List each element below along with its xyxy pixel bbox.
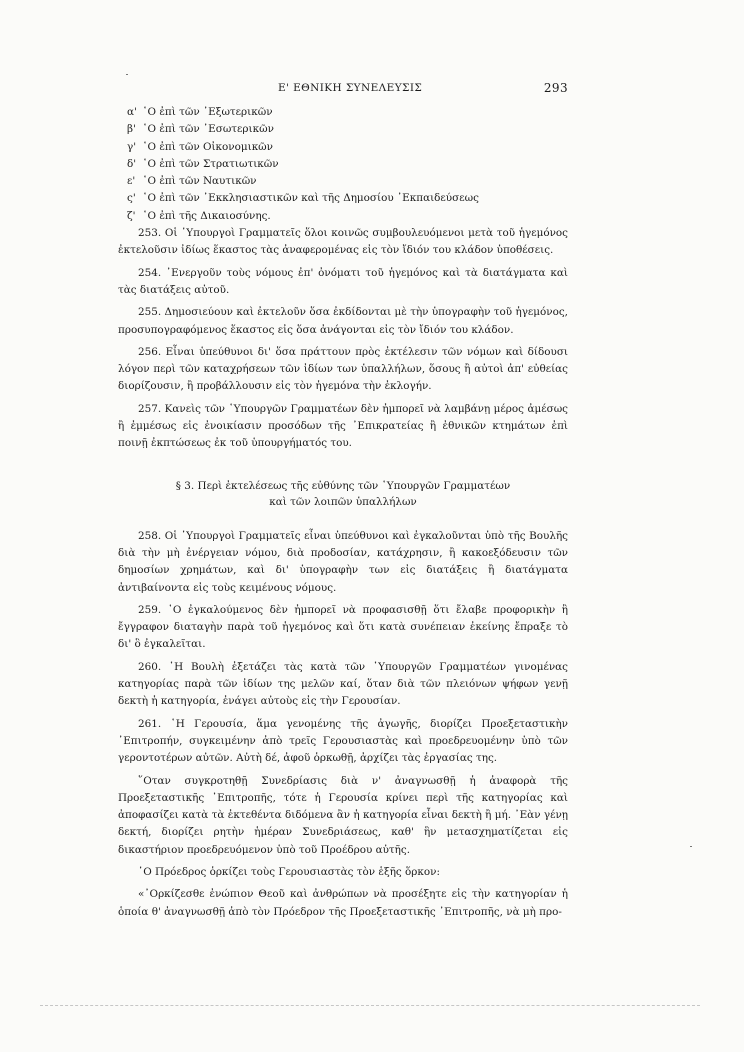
list-text: ῾Ο ἐπὶ τῶν Στρατιωτικῶν <box>142 157 279 170</box>
list-item <box>118 139 568 156</box>
list-item <box>118 208 568 225</box>
paragraph-oath-intro: ῾Ο Πρόεδρος ὁρκίζει τοὺς Γερουσιαστὰς τὸν ἑξῆς ὅρκον: <box>138 865 440 878</box>
paragraph-session: ῞Οταν συγκροτηθῇ Συνεδρίασις διὰ ν' ἀναγνωσθῇ ἡ ἀναφορὰ τῆς Προεξεταστικῆς ᾿Επιτροπῆς, τότε ἡ Γερουσία κρίνει περὶ τῆς κατηγορίας καὶ ἀποφασίζει κατὰ τὰ ἐκτεθέντα διδόμενα ἂν ἡ κατηγορία εἶναι δεκτὴ ἢ μή. ᾿Εὰν γένῃ δεκτή, διορίζει ρητὴν ἡμέραν Συνεδριάσεως, καθ' ἣν μετασχηματίζεται εἰς δικαστήριον προεδρευόμενον ὑπὸ τοῦ Προέδρου αὐτῆς. <box>118 774 568 856</box>
article-257: 257. Κανεὶς τῶν ῾Υπουργῶν Γραμματέων δὲν ἠμπορεῖ νὰ λαμβάνῃ μέρος ἀμέσως ἢ ἐμμέσως εἰς ἐνοικίασιν προσόδων τῆς ᾿Επικρατείας ἢ ἐθνικῶν κτημάτων ἐπὶ ποινῇ ἐκπτώσεως ἐκ τοῦ ὑπουργήματός του. <box>118 402 568 450</box>
scan-speck <box>690 846 692 847</box>
list-item <box>118 190 568 207</box>
list-marker: ε' <box>127 175 136 188</box>
scan-speck <box>126 74 128 75</box>
section-heading-line-2: καὶ τῶν λοιπῶν ὑπαλλήλων <box>269 495 417 508</box>
list-text: ῾Ο ἐπὶ τῆς Δικαιοσύνης. <box>142 209 271 222</box>
list-item <box>118 156 568 173</box>
section-heading-line-1: § 3. Περὶ ἐκτελέσεως τῆς εὐθύνης τῶν ῾Υπουργῶν Γραμματέων <box>175 479 511 492</box>
list-text: ῾Ο ἐπὶ τῶν ᾿Εξωτερικῶν <box>142 106 273 118</box>
list-text: ῾Ο ἐπὶ τῶν Ναυτικῶν <box>142 175 257 188</box>
paragraph-oath-text: «᾿Ορκίζεσθε ἐνώπιον Θεοῦ καὶ ἀνθρώπων νὰ προσέξητε εἰς τὴν κατηγορίαν ἡ ὁποία θ' ἀναγνωσθῇ ἀπὸ τὸν Πρόεδρον τῆς Προεξεταστικῆς ᾿Επιτροπῆς, νὰ μὴ προ- <box>118 888 568 918</box>
article-255: 255. Δημοσιεύουν καὶ ἐκτελοῦν ὅσα ἐκδίδονται μὲ τὴν ὑπογραφὴν τοῦ ἡγεμόνος, προσυπογραφόμενος ἕκαστος εἰς ὅσα ἀνάγονται εἰς τὸν ἴδιόν του κλάδον. <box>118 306 568 336</box>
list-marker: α' <box>127 106 137 118</box>
list-marker: δ' <box>127 157 137 170</box>
section-heading <box>118 478 568 510</box>
list-text: ῾Ο ἐπὶ τῶν Οἰκονομικῶν <box>142 140 273 153</box>
article-260: 260. ῾Η Βουλὴ ἐξετάζει τὰς κατὰ τῶν ῾Υπουργῶν Γραμματέων γινομένας κατηγορίας παρὰ τῶν ἰδίων της μελῶν καί, ὅταν διὰ τῶν πλειόνων ψήφων γενῇ δεκτὴ ἡ κατηγορία, ἐνάγει αὐτοὺς εἰς τὴν Γερουσίαν. <box>118 660 568 708</box>
article-258: 258. Οἱ ῾Υπουργοὶ Γραμματεῖς εἶναι ὑπεύθυνοι καὶ ἐγκαλοῦνται ὑπὸ τῆς Βουλῆς διὰ τὴν μὴ ἐνέργειαν νόμου, διὰ προδοσίαν, κατάχρησιν, ἢ κακοεξόδευσιν τῶν δημοσίων χρημάτων, καὶ δι' ὑπογραφὴν των εἰς διατάξεις ἢ διατάγματα ἀντιβαίνοντα εἰς τοὺς κειμένους νόμους. <box>118 529 568 594</box>
list-marker: ζ' <box>127 209 136 222</box>
list-item <box>118 173 568 190</box>
list-item <box>118 104 568 121</box>
article-261: 261. ῾Η Γερουσία, ἅμα γενομένης τῆς ἀγωγῆς, διορίζει Προεξεταστικὴν ᾿Επιτροπήν, συγκειμένην ἀπὸ τρεῖς Γερουσιαστὰς καὶ προεδρευομένην ὑπὸ τῶν γεροντοτέρων αὐτῶν. Αὐτὴ δέ, ἀφοῦ ὁρκωθῇ, ἀρχίζει τὰς ἐργασίας της. <box>118 717 568 765</box>
article-254: 254. ᾿Ενεργοῦν τοὺς νόμους ἐπ' ὀνόματι τοῦ ἡγεμόνος καὶ τὰ διατάγματα καὶ τὰς διατάξεις αὐτοῦ. <box>118 266 568 296</box>
list-marker: γ' <box>127 140 137 153</box>
list-text: ῾Ο ἐπὶ τῶν ᾿Εκκλησιαστικῶν καὶ τῆς Δημοσίου ᾿Εκπαιδεύσεως <box>142 192 479 205</box>
list-marker: β' <box>127 123 136 136</box>
article-253: 253. Οἱ ῾Υπουργοὶ Γραμματεῖς ὅλοι κοινῶς συμβουλευόμενοι μετὰ τοῦ ἡγεμόνος ἐκτελοῦσιν ἰδίως ἕκαστος τὰς ἀναφερομένας εἰς τὸν ἴδιόν του κλάδον ὑποθέσεις. <box>118 227 568 257</box>
list-item <box>118 121 568 138</box>
article-256: 256. Εἶναι ὑπεύθυνοι δι' ὅσα πράττουν πρὸς ἐκτέλεσιν τῶν νόμων καὶ δίδουσι λόγον περὶ τῶν καταχρήσεων τῶν ἰδίων των ὑπαλλήλων, ὅσους ἢ αὐτοὶ ἀπ' εὐθείας διορίζουσιν, ἢ προβάλλουσιν εἰς τὸν ἡγεμόνα τὴν ἐκλογήν. <box>118 345 568 393</box>
body-text <box>118 104 568 921</box>
page-number: 293 <box>543 81 568 95</box>
list-text: ῾Ο ἐπὶ τῶν ᾿Εσωτερικῶν <box>142 123 274 136</box>
running-header <box>118 82 568 98</box>
ministry-list <box>118 104 568 225</box>
running-title: Ε' ΕΘΝΙΚΗ ΣΥΝΕΛΕΥΣΙΣ <box>278 82 423 94</box>
article-259: 259. ῾Ο ἐγκαλούμενος δὲν ἠμπορεῖ νὰ προφασισθῇ ὅτι ἔλαβε προφορικὴν ἢ ἔγγραφον διαταγὴν παρὰ τοῦ ἡγεμόνος καὶ ὅτι κατὰ συνέπειαν ἐκείνης ἔπραξε τὸ δι' ὃ ἐγκαλεῖται. <box>118 603 568 651</box>
scan-edge-artifact <box>40 1005 700 1009</box>
list-marker: ς' <box>127 192 136 205</box>
